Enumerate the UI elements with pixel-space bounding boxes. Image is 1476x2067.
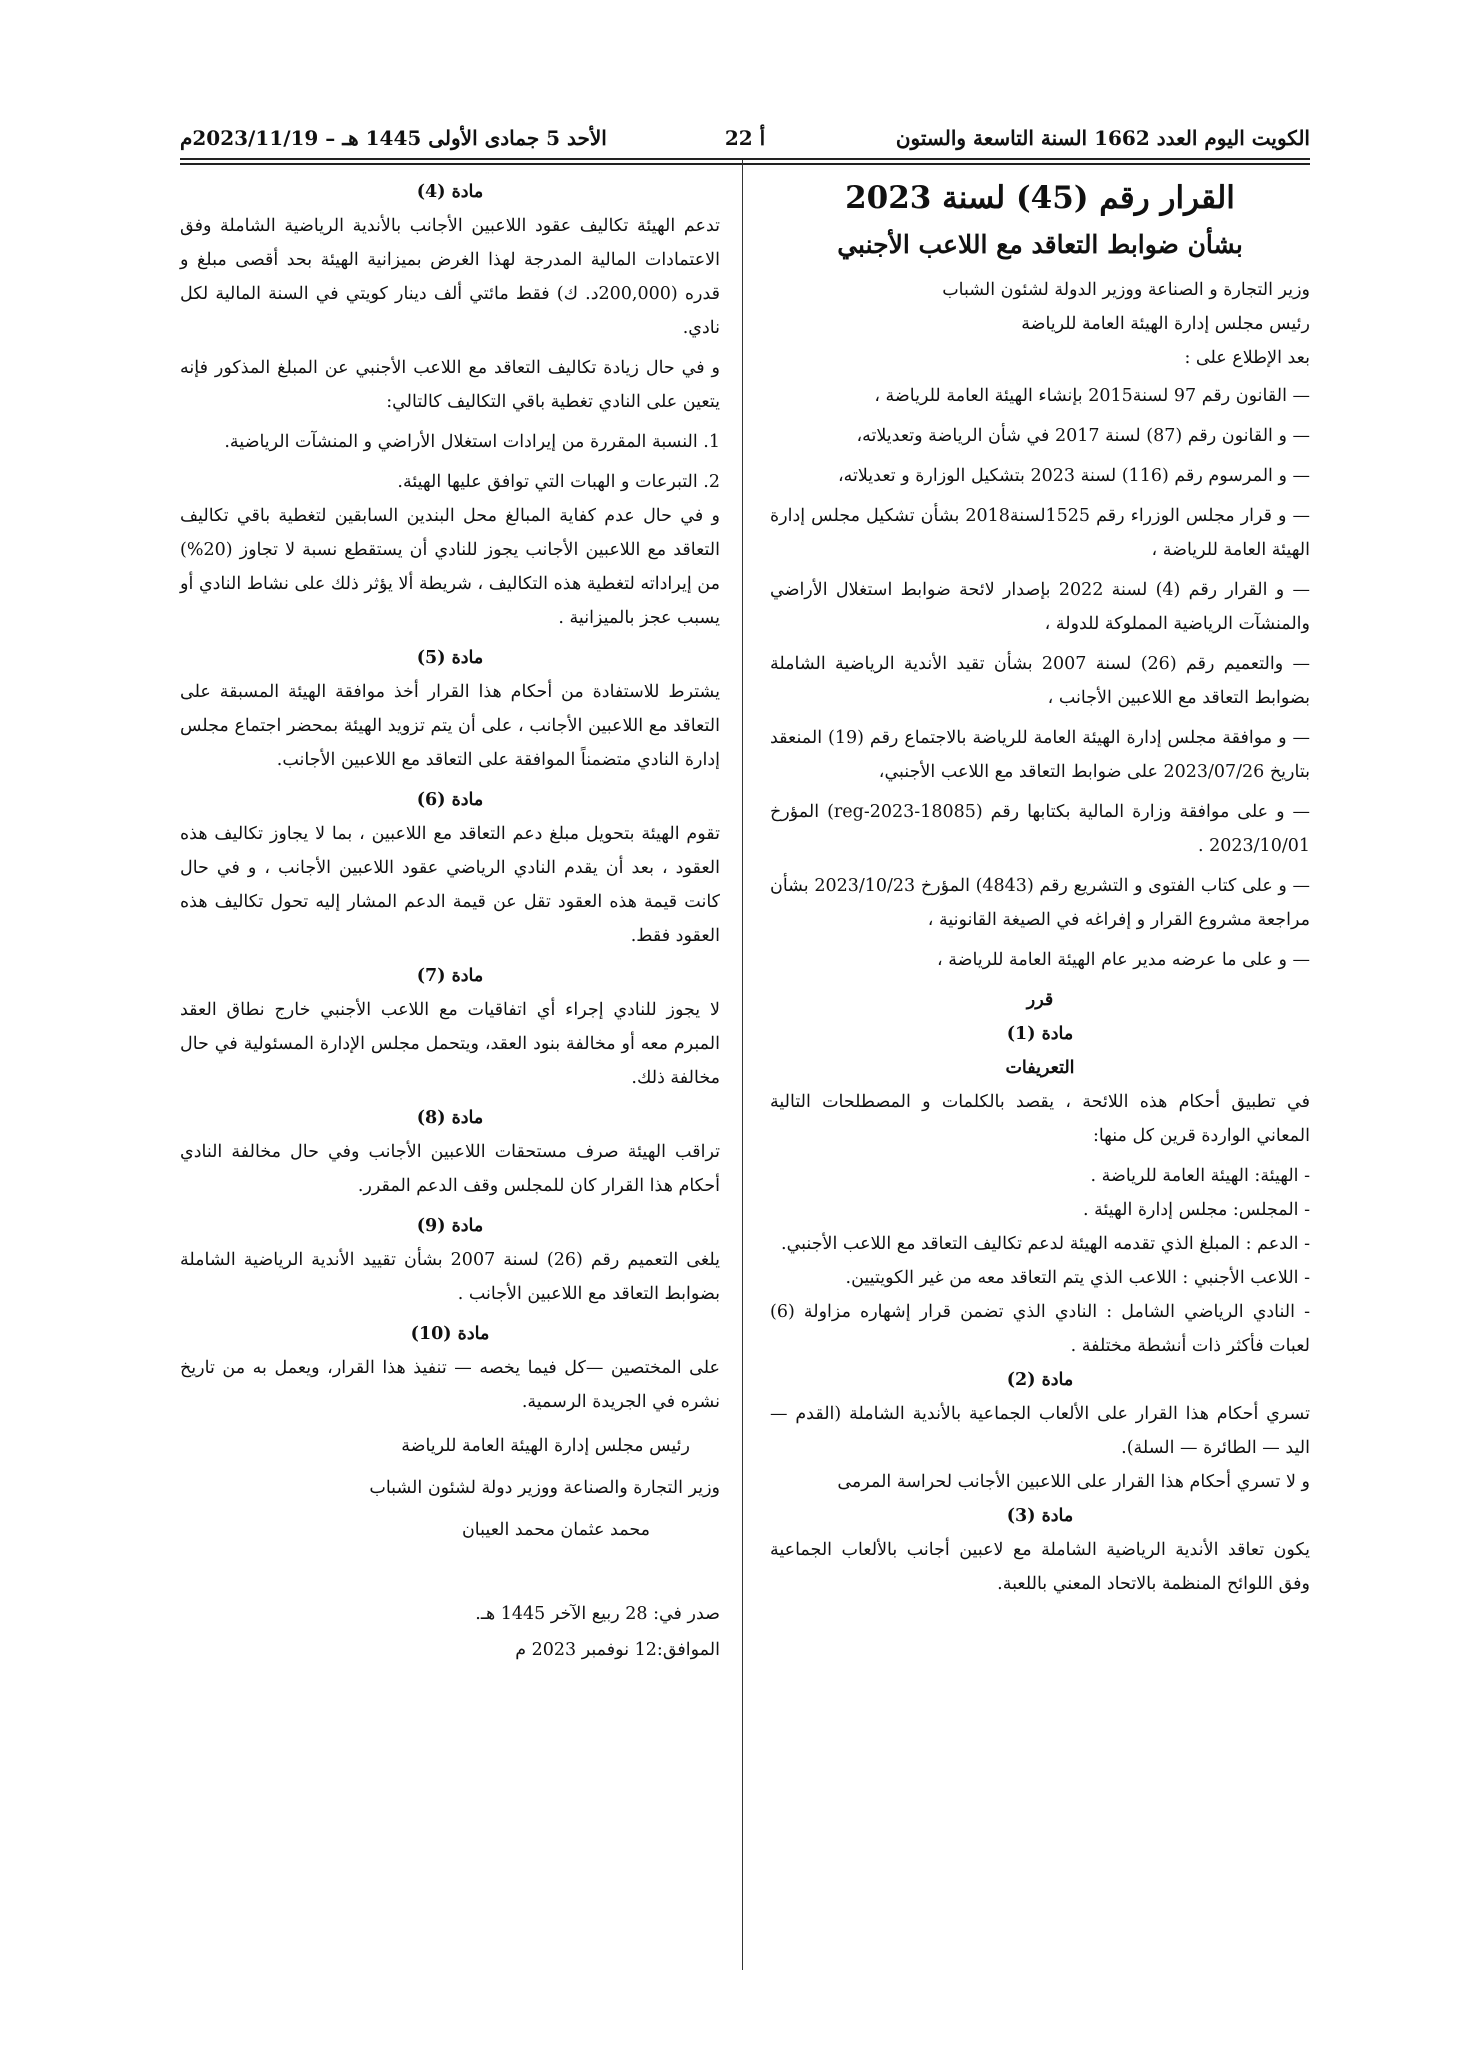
article-heading: مادة (8) — [416, 1108, 484, 1128]
article-heading: مادة (5) — [416, 648, 484, 668]
header-rule-bottom — [180, 163, 1310, 165]
header-date: الأحد 5 جمادى الأولى 1445 هـ – 2023/11/19م — [180, 126, 607, 150]
article-heading: مادة (6) — [416, 790, 484, 810]
signature-block — [180, 1429, 720, 1547]
recital: — و القرار رقم (4) لسنة 2022 بإصدار لائحة ضوابط استغلال الأراضي والمنشآت الرياضية المملوكة للدولة ، — [770, 580, 1310, 634]
decree-title: القرار رقم (45) لسنة 2023 — [845, 180, 1235, 216]
article-text: يكون تعاقد الأندية الرياضية الشاملة مع لاعبين أجانب بالألعاب الجماعية وفق اللوائح المنظمة بالاتحاد المعني باللعبة. — [770, 1540, 1310, 1594]
left-column — [180, 175, 720, 1669]
page-header — [180, 122, 1310, 158]
article-text: لا يجوز للنادي إجراء أي اتفاقيات مع اللاعب الأجنبي خارج نطاق العقد المبرم معه أو مخالفة بنود العقد، ويتحمل مجلس الإدارة المسئولية في حال مخالفة ذلك. — [180, 1000, 720, 1088]
right-column — [770, 175, 1310, 1607]
issuer-line: بعد الإطلاع على : — [1184, 348, 1310, 368]
article-heading: مادة (10) — [410, 1324, 490, 1344]
definition: - الهيئة: الهيئة العامة للرياضة . — [1090, 1166, 1310, 1186]
article-heading: مادة (7) — [416, 966, 484, 986]
recital: — و موافقة مجلس إدارة الهيئة العامة للرياضة بالاجتماع رقم (19) المنعقد بتاريخ 2023/07/26 على ضوابط التعاقد مع اللاعب الأجنبي، — [770, 728, 1311, 782]
article-text: على المختصين —كل فيما يخصه — تنفيذ هذا القرار، ويعمل به من تاريخ نشره في الجريدة الرسمية. — [180, 1358, 720, 1412]
definition: - النادي الرياضي الشامل : النادي الذي تضمن قرار إشهاره مزاولة (6) لعبات فأكثر ذات أنشطة مختلفة . — [770, 1302, 1310, 1356]
article-item: 1. النسبة المقررة من إيرادات استغلال الأراضي و المنشآت الرياضية. — [224, 432, 720, 452]
article-text: و في حال زيادة تكاليف التعاقد مع اللاعب الأجنبي عن المبلغ المذكور فإنه يتعين على النادي تغطية باقي التكاليف كالتالي: — [180, 358, 720, 412]
article-text: في تطبيق أحكام هذه اللائحة ، يقصد بالكلمات و المصطلحات التالية المعاني الواردة قرين كل منها: — [770, 1092, 1310, 1146]
recital: — القانون رقم 97 لسنة2015 بإنشاء الهيئة العامة للرياضة ، — [874, 386, 1310, 406]
recital: — و القانون رقم (87) لسنة 2017 في شأن الرياضة وتعديلاته، — [856, 426, 1310, 446]
article-text: تراقب الهيئة صرف مستحقات اللاعبين الأجانب وفي حال مخالفة النادي أحكام هذا القرار كان للمجلس وقف الدعم المقرر. — [180, 1142, 720, 1196]
definition: - الدعم : المبلغ الذي تقدمه الهيئة لدعم تكاليف التعاقد مع اللاعب الأجنبي. — [781, 1234, 1310, 1254]
article-heading: مادة (4) — [416, 182, 484, 202]
definition: - اللاعب الأجنبي : اللاعب الذي يتم التعاقد معه من غير الكويتيين. — [845, 1268, 1310, 1288]
article-heading: مادة (1) — [1006, 1024, 1074, 1044]
definition: - المجلس: مجلس إدارة الهيئة . — [1082, 1200, 1310, 1220]
header-page-number: أ 22 — [724, 126, 766, 150]
recital: — و على كتاب الفتوى و التشريع رقم (4843) المؤرخ 2023/10/23 بشأن مراجعة مشروع القرار و إفراغه في الصيغة القانونية ، — [770, 876, 1310, 930]
issue-date-gregorian: الموافق:12 نوفمبر 2023 م — [515, 1640, 720, 1660]
article-text: و في حال عدم كفاية المبالغ محل البندين السابقين لتغطية باقي تكاليف التعاقد مع اللاعبين الأجانب يجوز للنادي أن يستقطع نسبة لا تجاوز (20%) من إيراداته لتغطية هذه التكاليف ، شريطة ألا يؤثر ذلك على نشاط النادي أو يسبب عجز بالميزانية . — [180, 506, 720, 628]
column-divider — [742, 160, 743, 1970]
recital: — و قرار مجلس الوزراء رقم 1525لسنة2018 بشأن تشكيل مجلس إدارة الهيئة العامة للرياضة ، — [770, 506, 1310, 560]
recital: — و على ما عرضه مدير عام الهيئة العامة للرياضة ، — [937, 950, 1310, 970]
article-text: و لا تسري أحكام هذا القرار على اللاعبين الأجانب لحراسة المرمى — [837, 1472, 1310, 1492]
article-item: 2. التبرعات و الهبات التي توافق عليها الهيئة. — [397, 472, 720, 492]
signature-title: رئيس مجلس إدارة الهيئة العامة للرياضة — [401, 1436, 690, 1456]
header-issue-info: الكويت اليوم العدد 1662 السنة التاسعة والستون — [895, 126, 1310, 150]
article-text: تدعم الهيئة تكاليف عقود اللاعبين الأجانب بالأندية الرياضية الشاملة وفق الاعتمادات المالية المدرجة لهذا الغرض بميزانية الهيئة بحد أقصى مبلغ و قدره (200,000د. ك) فقط مائتي ألف دينار كويتي في السنة المالية لكل نادي. — [180, 216, 721, 338]
recital: — و المرسوم رقم (116) لسنة 2023 بتشكيل الوزارة و تعديلاته، — [837, 466, 1310, 486]
article-heading: مادة (9) — [416, 1216, 484, 1236]
issuer-line: وزير التجارة و الصناعة ووزير الدولة لشئون الشباب — [942, 280, 1310, 300]
decided-heading: قرر — [1026, 990, 1054, 1010]
article-subheading: التعريفات — [1005, 1058, 1075, 1078]
issuer-line: رئيس مجلس إدارة الهيئة العامة للرياضة — [1021, 314, 1310, 334]
decree-subtitle: بشأن ضوابط التعاقد مع اللاعب الأجنبي — [837, 230, 1243, 259]
issue-date-hijri: صدر في: 28 ربيع الآخر 1445 هـ. — [475, 1604, 720, 1624]
article-text: يشترط للاستفادة من أحكام هذا القرار أخذ موافقة الهيئة المسبقة على التعاقد مع اللاعبين الأجانب ، على أن يتم تزويد الهيئة بمحضر اجتماع مجلس إدارة النادي متضمناً الموافقة على التعاقد مع اللاعبين الأجانب. — [180, 682, 720, 770]
article-text: تقوم الهيئة بتحويل مبلغ دعم التعاقد مع اللاعبين ، بما لا يجاوز تكاليف هذه العقود ، بعد أن يقدم النادي الرياضي عقود اللاعبين الأجانب ، و في حال كانت قيمة هذه العقود تقل عن قيمة الدعم المشار إليه تحول تكاليف هذه العقود فقط. — [180, 824, 720, 946]
recital: — والتعميم رقم (26) لسنة 2007 بشأن تقيد الأندية الرياضية الشاملة بضوابط التعاقد مع اللاعبين الأجانب ، — [770, 654, 1310, 708]
article-heading: مادة (2) — [1006, 1370, 1074, 1390]
header-rule-top — [180, 158, 1310, 160]
article-text: يلغى التعميم رقم (26) لسنة 2007 بشأن تقييد الأندية الرياضية الشاملة بضوابط التعاقد مع اللاعبين الأجانب . — [180, 1250, 720, 1304]
signature-title: وزير التجارة والصناعة ووزير دولة لشئون الشباب — [369, 1478, 720, 1498]
issue-date-block — [180, 1597, 720, 1667]
recital: — و على موافقة وزارة المالية بكتابها رقم (reg-2023-18085) المؤرخ 2023/10/01 . — [770, 802, 1310, 856]
signatory-name: محمد عثمان محمد العيبان — [461, 1520, 650, 1540]
article-heading: مادة (3) — [1006, 1506, 1074, 1526]
article-text: تسري أحكام هذا القرار على الألعاب الجماعية بالأندية الشاملة (القدم — اليد — الطائرة — السلة). — [770, 1404, 1310, 1458]
